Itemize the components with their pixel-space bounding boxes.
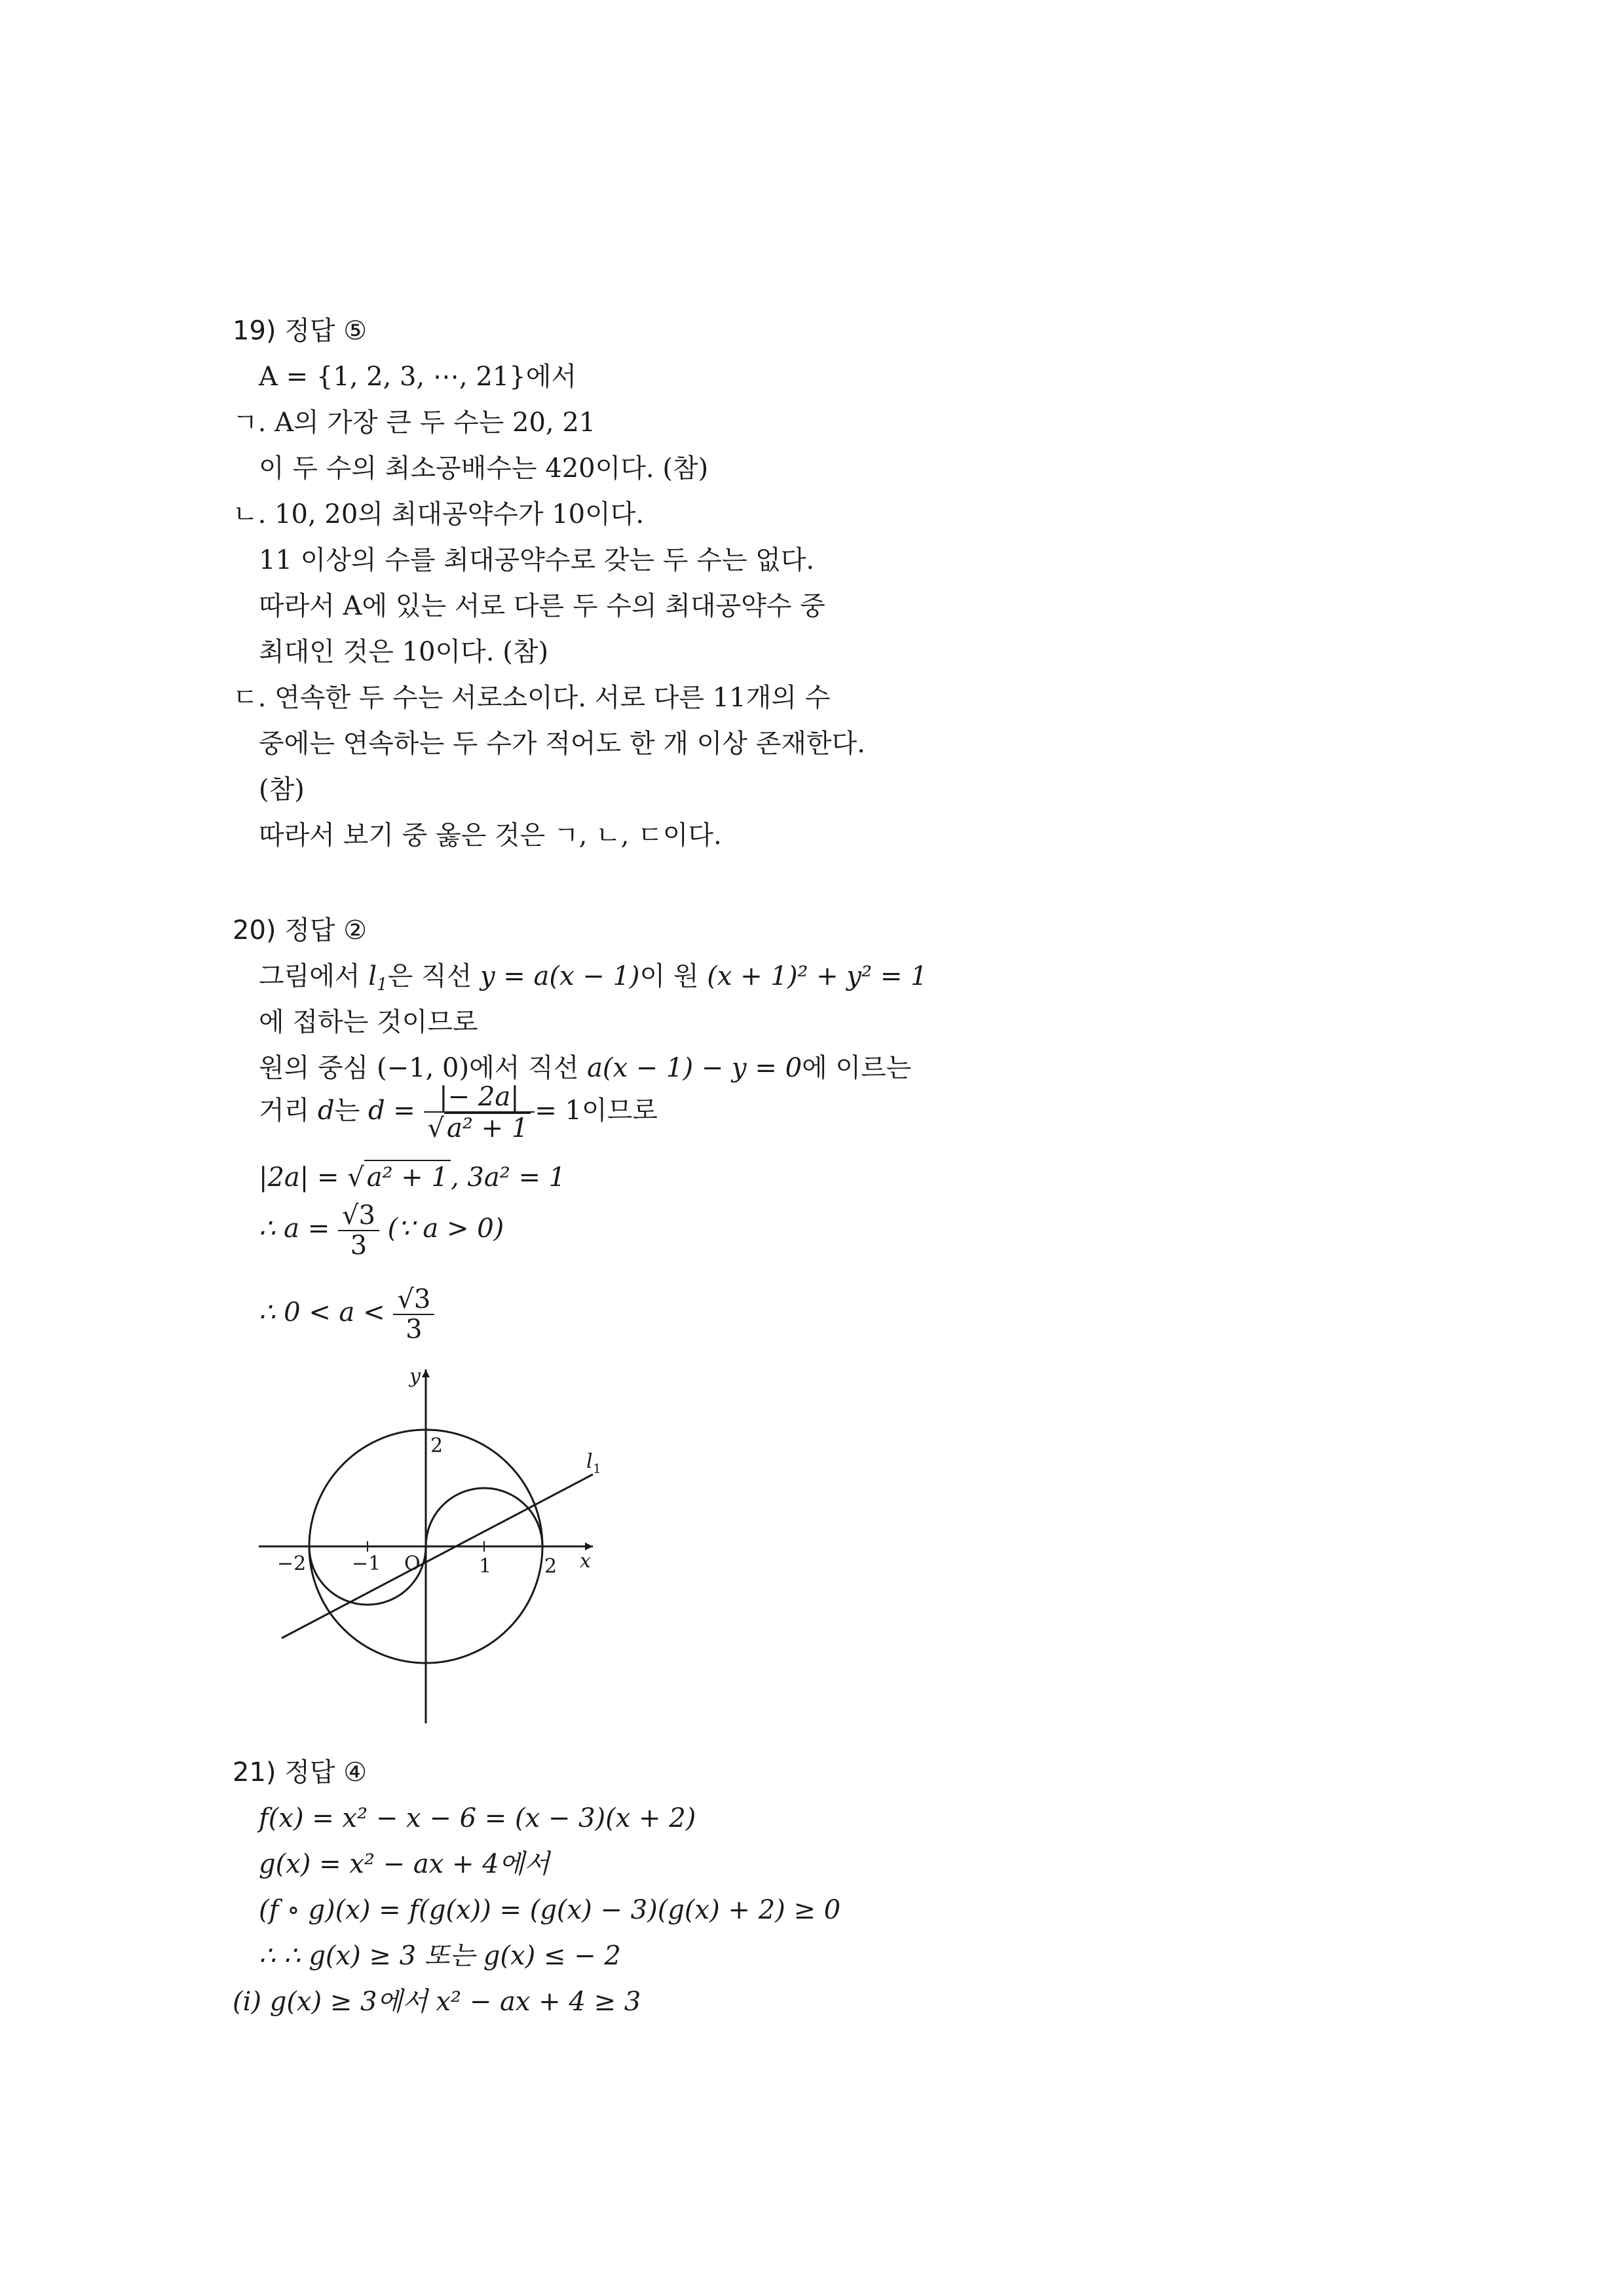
p19-item-1-line-2: 이 두 수의 최소공배수는 420이다. (참) [259, 453, 709, 484]
p20-l4-numerator: |− 2a| [424, 1082, 535, 1113]
tick-label-2y: 2 [430, 1434, 444, 1457]
p20-l1-line-eq: y = a(x − 1) [480, 961, 640, 991]
y-axis-arrow-icon [422, 1369, 430, 1377]
p20-header: 20) 정답 ② [233, 915, 368, 946]
p21-line-2: g(x) = x² − ax + 4에서 [259, 1849, 550, 1879]
p20-a-fraction [338, 1201, 379, 1260]
p19-conclusion: 따라서 보기 중 옳은 것은 ㄱ, ㄴ, ㄷ이다. [259, 820, 722, 851]
p21-line-1: f(x) = x² − x − 6 = (x − 3)(x + 2) [259, 1803, 696, 1833]
tick-label-neg2: −2 [277, 1552, 307, 1575]
p20-l5-a: |2a| = [259, 1162, 339, 1193]
p19-header: 19) 정답 ⑤ [233, 316, 368, 346]
p20-line-6 [259, 1193, 504, 1265]
p19-item-3-line-3: (참) [259, 775, 305, 805]
p19-item-2-line-4: 최대인 것은 10이다. (참) [259, 637, 549, 667]
p21-header: 21) 정답 ④ [233, 1757, 368, 1788]
x-axis-label: x [580, 1550, 591, 1573]
p20-distance-fraction [424, 1082, 535, 1143]
p20-l1-pre: 그림에서 [259, 961, 360, 991]
sqrt-symbol: √ a² + 1 [428, 1113, 531, 1143]
origin-label: O [404, 1552, 421, 1575]
p19-item-1-line-1: ㄱ. A의 가장 큰 두 수는 20, 21 [233, 408, 596, 438]
p20-l6-pre: ∴ a = [259, 1214, 330, 1244]
p19-item-2-line-3: 따라서 A에 있는 서로 다른 두 수의 최대공약수 중 [259, 591, 825, 621]
p20-bound-fraction [393, 1285, 434, 1344]
p20-line-4 [259, 1075, 658, 1147]
p20-line-5 [259, 1160, 565, 1194]
y-axis-label: y [409, 1365, 421, 1388]
small-semicircle-right [426, 1488, 542, 1546]
p20-l7-numerator: √3 [393, 1285, 434, 1315]
p20-l1-line-sub: 1 [377, 975, 388, 995]
p20-line-7 [259, 1276, 434, 1349]
p19-item-2-line-1: ㄴ. 10, 20의 최대공약수가 10이다. [233, 499, 645, 529]
p20-l1-circle-eq: (x + 1)² + y² = 1 [707, 961, 928, 991]
tick-label-2x: 2 [544, 1555, 557, 1578]
p20-l7-denominator: 3 [406, 1314, 423, 1345]
p19-item-3-line-1: ㄷ. 연속한 두 수는 서로소이다. 서로 다른 11개의 수 [233, 683, 831, 713]
p20-l5-radicand: a² + 1 [364, 1160, 451, 1194]
p20-l4-denominator [424, 1113, 535, 1143]
p19-item-3-line-2: 중에는 연속하는 두 수가 적어도 한 개 이상 존재한다. [259, 729, 865, 759]
p20-circle-graph [252, 1363, 619, 1730]
p20-l6-numerator: √3 [338, 1201, 379, 1231]
p19-item-2-line-2: 11 이상의 수를 최대공약수로 갖는 두 수는 없다. [259, 545, 815, 575]
p20-l1-line-name [368, 961, 388, 995]
p21-line-4: ∴ ∴ g(x) ≥ 3 또는 g(x) ≤ − 2 [259, 1941, 621, 1971]
p20-l4-d: d [318, 1096, 335, 1126]
p20-l4-eq: d = [368, 1096, 415, 1126]
p20-l3-mid: 에서 직선 [469, 1053, 579, 1083]
p20-l4-mid: 는 [334, 1096, 360, 1126]
p20-l1-mid: 은 직선 [387, 961, 472, 991]
p20-l4-radicand: a² + 1 [444, 1113, 531, 1143]
p20-l1-mid2: 이 원 [639, 961, 699, 991]
p21-line-5: (i) g(x) ≥ 3에서 x² − ax + 4 ≥ 3 [233, 1987, 641, 2017]
tick-label-1: 1 [479, 1555, 492, 1578]
p20-l1-line-l: l [368, 961, 377, 991]
p20-line-1 [259, 960, 927, 993]
p20-l3-center: (−1, 0) [377, 1053, 470, 1083]
p20-l4-post: = 1이므로 [535, 1096, 658, 1126]
p20-l7-pre: ∴ 0 < a < [259, 1297, 385, 1328]
p20-l3-eq: a(x − 1) − y = 0 [587, 1053, 803, 1083]
p19-set-definition: A = {1, 2, 3, ⋯, 21}에서 [259, 362, 576, 392]
p20-l5-b: , 3a² = 1 [450, 1162, 566, 1193]
p21-line-3: (f ∘ g)(x) = f(g(x)) = (g(x) − 3)(g(x) + 2) ≥ 0 [259, 1895, 841, 1925]
line-label-l: l [586, 1450, 593, 1473]
line-label-sub: 1 [593, 1461, 601, 1476]
p20-l3-pre: 원의 중심 [259, 1053, 369, 1083]
p20-l6-post: (∵ a > 0) [387, 1214, 504, 1244]
p20-l6-denominator: 3 [350, 1231, 368, 1261]
tick-label-neg1: −1 [352, 1552, 381, 1575]
p20-line-2: 에 접하는 것이므로 [259, 1007, 478, 1037]
sqrt-symbol: √ a² + 1 [347, 1160, 451, 1194]
p20-l3-post: 에 이르는 [802, 1053, 912, 1083]
p20-l4-pre: 거리 [259, 1096, 310, 1126]
